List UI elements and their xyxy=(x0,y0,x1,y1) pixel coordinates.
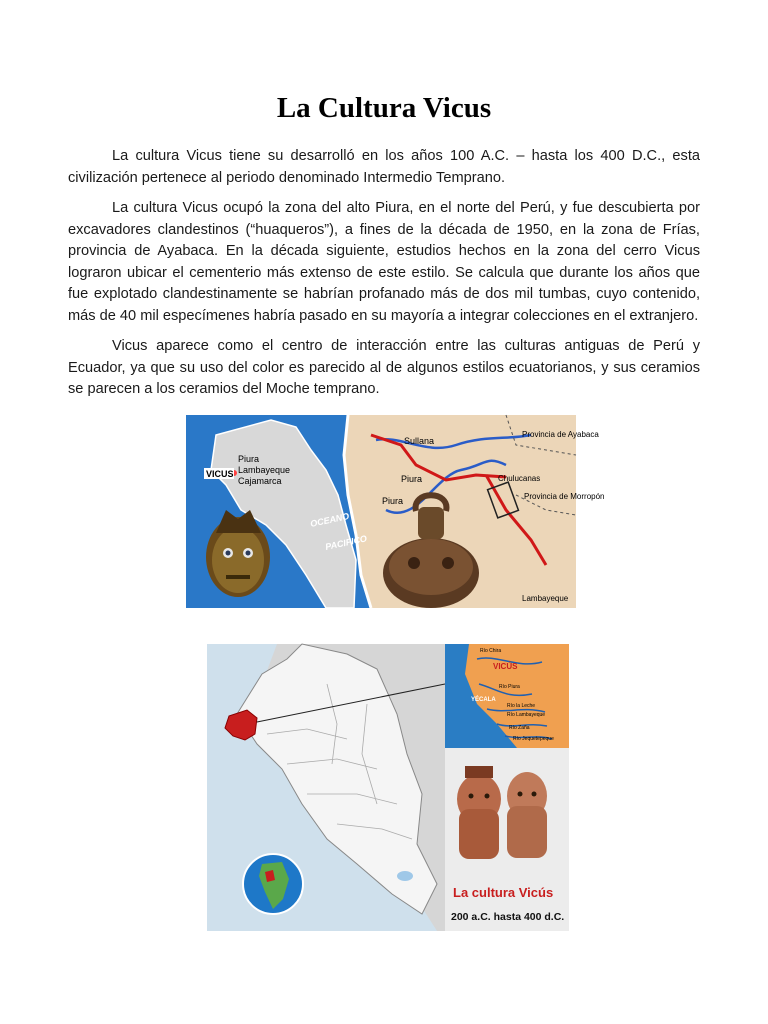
label-ocean: OCEANO xyxy=(309,510,351,529)
caption-dates: 200 a.C. hasta 400 d.C. xyxy=(451,911,565,923)
label-pacific: PACIFICO xyxy=(324,533,368,552)
label-provincia-ayabaca: Provincia de Ayabaca xyxy=(522,430,599,439)
label-lambayeque-region: Lambayeque xyxy=(238,465,291,475)
vicus-peru-map-illustration xyxy=(207,644,569,931)
inset-label-yecala: YÉCALA xyxy=(471,697,496,703)
globe-icon xyxy=(243,854,303,914)
inset-label-rio-piura: Río Piura xyxy=(499,684,520,690)
lake-titicaca xyxy=(397,871,413,881)
body-text xyxy=(68,146,700,410)
paragraph-2: La cultura Vicus ocupó la zona del alto Piura, en el norte del Perú, y fue descubierta por excavadores clandestinos (“huaqueros”), a fines de la década de 1950, en la zona de Frías, provincia de Ayabaca. En la década siguiente, estudios hechos en la zona del cerro Vicus lograron ubicar el cementerio más extenso de este estilo. Se calcula que durante los años que fue explotado clandestinamente se habrían profanado más de dos mil tumbas, cuyo contenido, más de 40 mil especímenes habría pasado en su mayoría a integrar colecciones en el extranjero. xyxy=(68,200,700,324)
inset-label-rio-jequetepeque: Río Jequetepeque xyxy=(513,736,554,742)
inset-label-rio-lambayeque: Río Lambayeque xyxy=(507,712,546,718)
label-lambayeque-bottom: Lambayeque xyxy=(522,594,569,603)
caption-title: La cultura Vicús xyxy=(453,885,554,900)
vicus-location-map-image xyxy=(186,415,605,608)
label-piura-region: Piura xyxy=(238,454,260,464)
inset-label-rio-zana: Río Zaña xyxy=(509,725,530,731)
paragraph-3: Vicus aparece como el centro de interacción entre las culturas antiguas de Perú y Ecuador, ya que su uso del color es parecido al de algunos estilos ecuatorianos, y sus ceramios se parecen a los ceramios del Moche temprano. xyxy=(68,338,700,397)
vicus-peru-map-image xyxy=(207,644,569,931)
label-piura-river: Piura xyxy=(382,496,404,506)
label-provincia-morropon: Provincia de Morropón xyxy=(524,492,605,501)
label-sullana: Sullana xyxy=(404,436,435,446)
label-vicus: VICUS xyxy=(206,469,234,479)
label-chulucanas: Chulucanas xyxy=(498,474,541,483)
inset-label-rio-la-leche: Río la Leche xyxy=(507,703,536,709)
label-piura-city: Piura xyxy=(401,474,423,484)
page-title: La Cultura Vicus xyxy=(276,92,492,124)
inset-label-vicus: VICÚS xyxy=(493,662,518,671)
paragraph-1: La cultura Vicus tiene su desarrolló en los años 100 A.C. – hasta los 400 D.C., esta civilización pertenece al periodo denominado Intermedio Temprano. xyxy=(68,148,700,186)
label-cajamarca: Cajamarca xyxy=(238,476,282,486)
inset-label-rio-chira: Río Chira xyxy=(480,648,502,654)
vicus-location-map-illustration xyxy=(186,415,605,608)
